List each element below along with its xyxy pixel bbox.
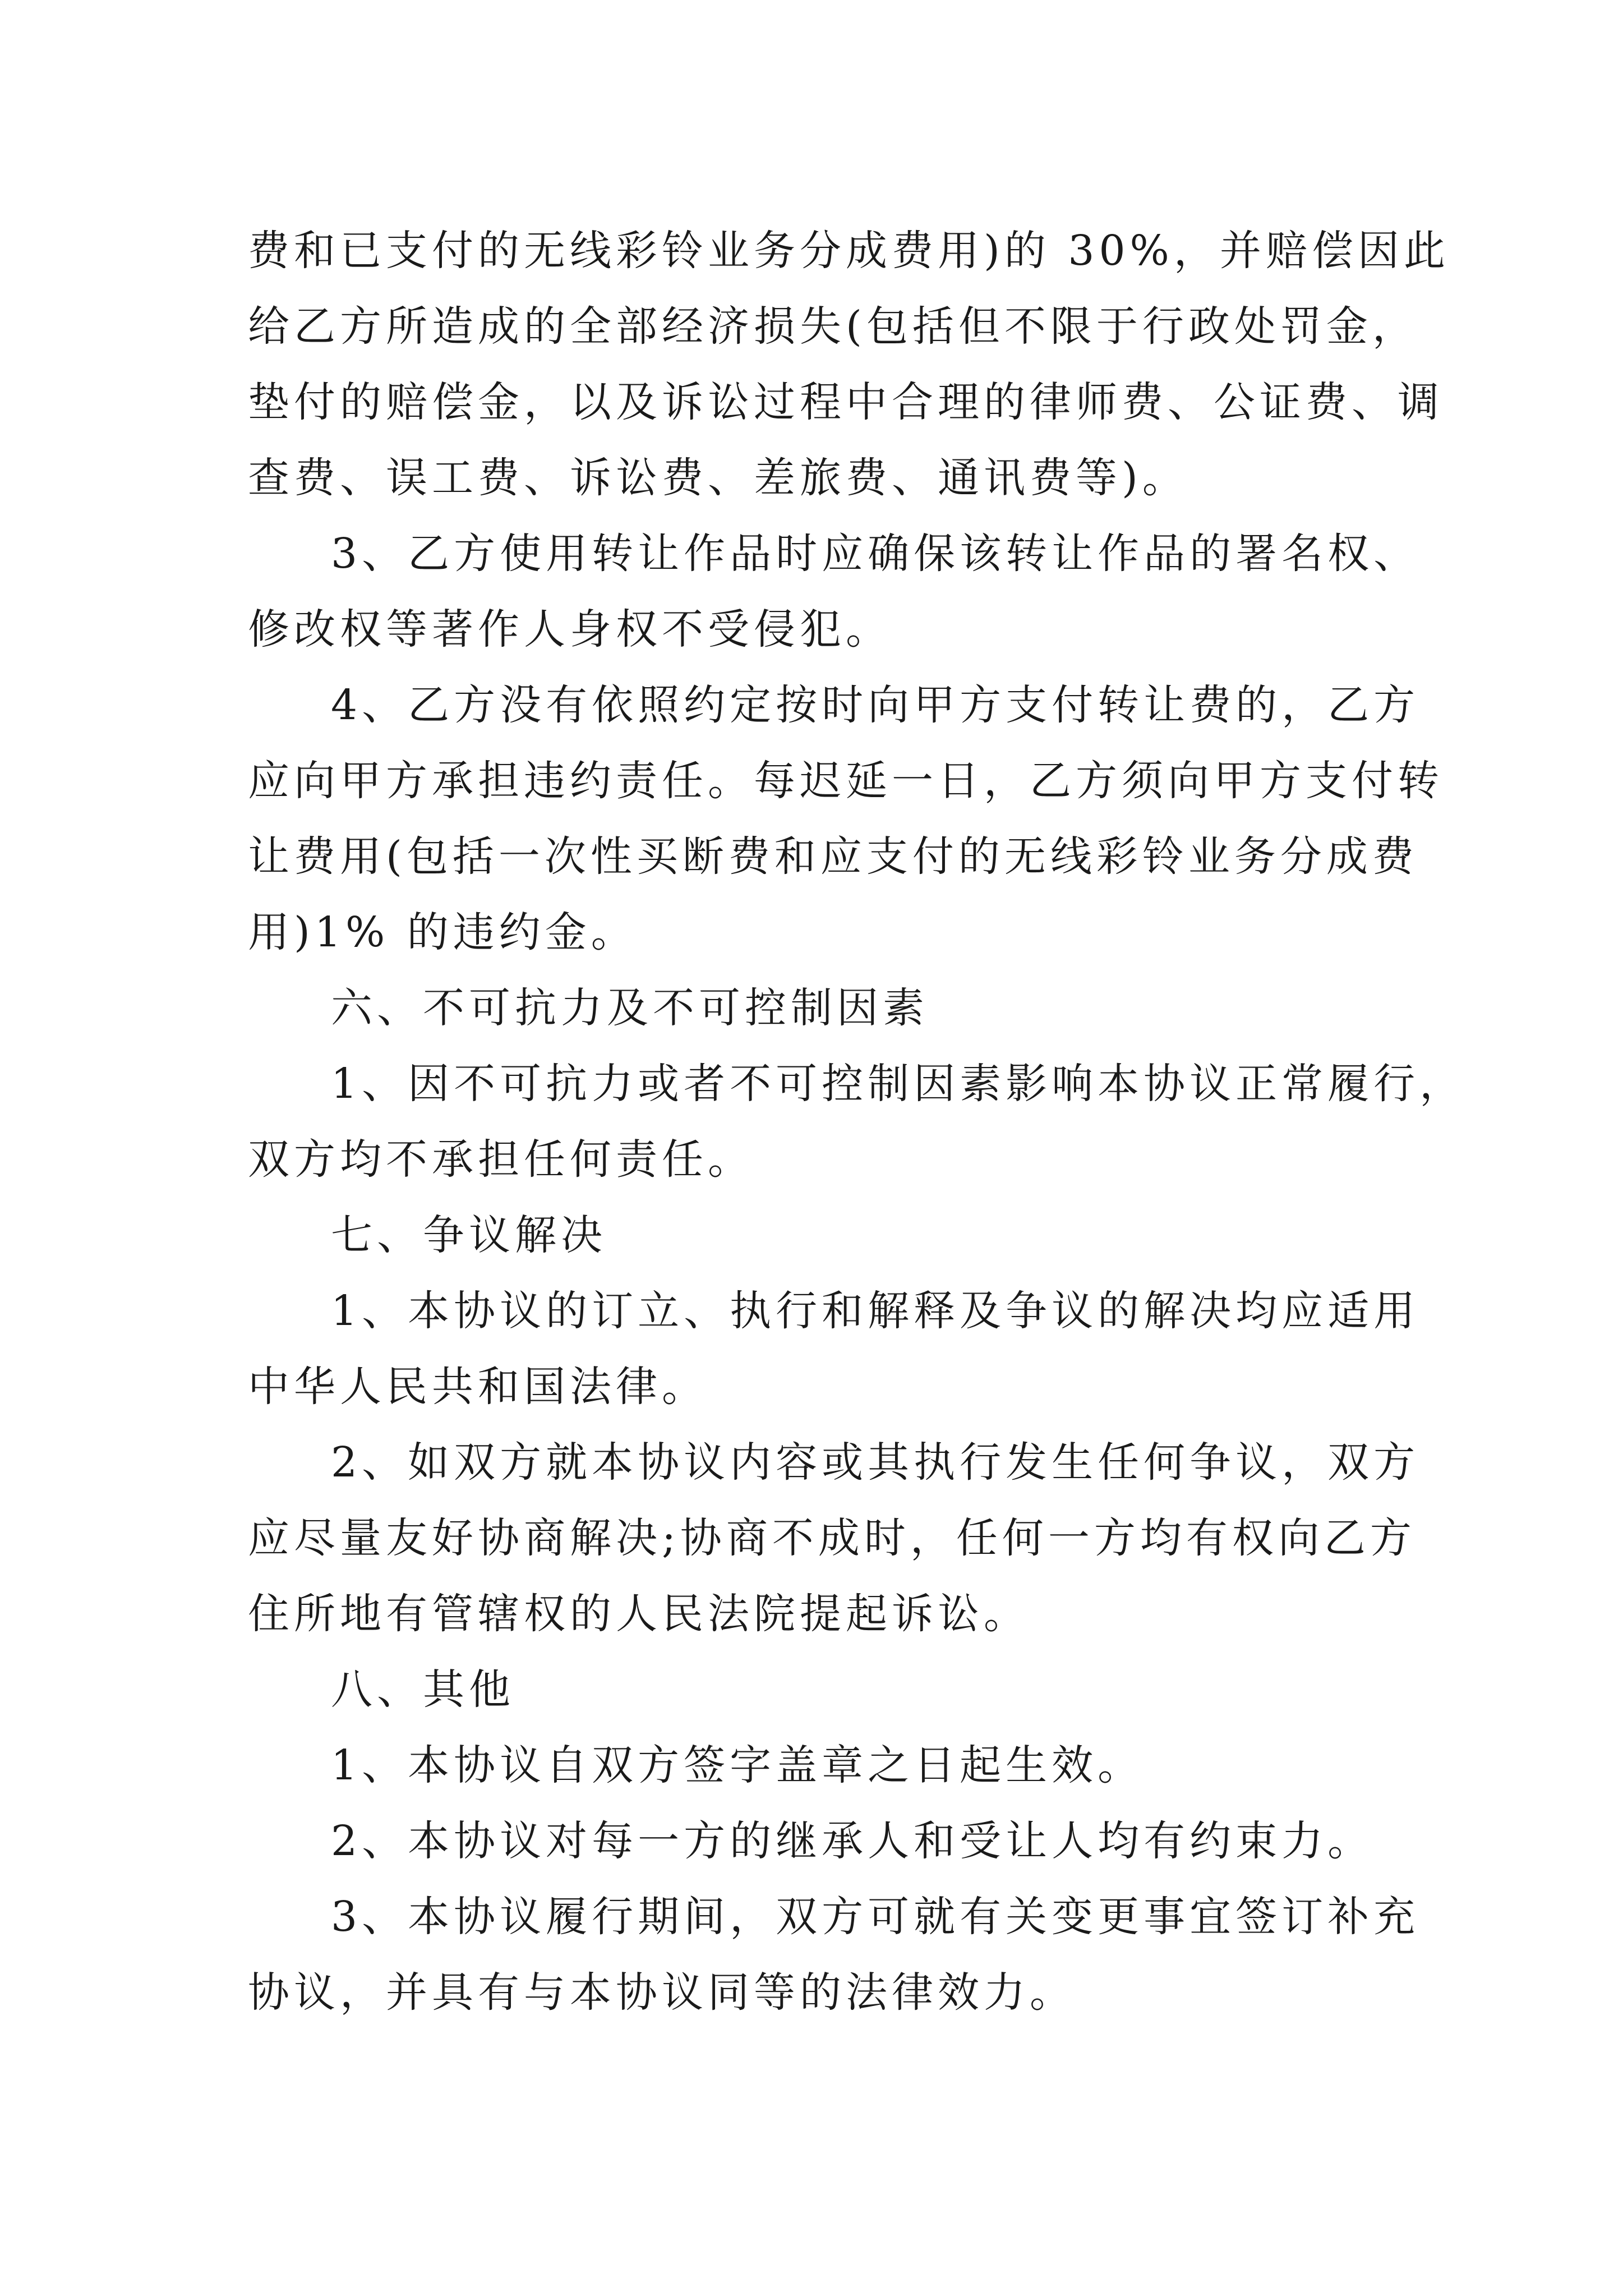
text-line: 3、乙方使用转让作品时应确保该转让作品的署名权、 <box>331 530 1420 578</box>
text-line: 1、本协议自双方签字盖章之日起生效。 <box>331 1741 1144 1789</box>
text-line: 查费、误工费、诉讼费、差旅费、通讯费等)。 <box>248 454 1188 502</box>
text-line: 1、本协议的订立、执行和解释及争议的解决均应适用 <box>331 1287 1420 1335</box>
text-line: 七、争议解决 <box>331 1211 607 1259</box>
text-line: 2、如双方就本协议内容或其执行发生任何争议，双方 <box>331 1438 1420 1487</box>
text-line: 双方均不承担任何责任。 <box>248 1135 754 1184</box>
text-line: 让费用(包括一次性买断费和应支付的无线彩铃业务分成费 <box>248 832 1418 881</box>
text-line: 中华人民共和国法律。 <box>248 1363 708 1411</box>
text-line: 修改权等著作人身权不受侵犯。 <box>248 605 892 654</box>
text-line: 费和已支付的无线彩铃业务分成费用)的 30%，并赔偿因此 <box>248 227 1450 275</box>
text-line: 3、本协议履行期间，双方可就有关变更事宜签订补充 <box>331 1893 1420 1941</box>
text-line: 给乙方所造成的全部经济损失(包括但不限于行政处罚金， <box>248 302 1418 351</box>
text-line: 协议，并具有与本协议同等的法律效力。 <box>248 1968 1076 2017</box>
text-line: 4、乙方没有依照约定按时向甲方支付转让费的，乙方 <box>331 681 1420 729</box>
text-line: 六、不可抗力及不可控制因素 <box>331 984 929 1032</box>
text-line: 用)1% 的违约金。 <box>248 908 637 956</box>
text-line: 应尽量友好协商解决;协商不成时，任何一方均有权向乙方 <box>248 1514 1416 1562</box>
text-line: 住所地有管辖权的人民法院提起诉讼。 <box>248 1590 1030 1638</box>
text-line: 八、其他 <box>331 1665 515 1714</box>
text-line: 应向甲方承担违约责任。每迟延一日，乙方须向甲方支付转 <box>248 757 1444 805</box>
text-line: 1、因不可抗力或者不可控制因素影响本协议正常履行， <box>331 1060 1466 1108</box>
document-body <box>248 213 1466 2031</box>
text-line: 垫付的赔偿金，以及诉讼过程中合理的律师费、公证费、调 <box>248 378 1444 426</box>
text-line: 2、本协议对每一方的继承人和受让人均有约束力。 <box>331 1817 1374 1865</box>
